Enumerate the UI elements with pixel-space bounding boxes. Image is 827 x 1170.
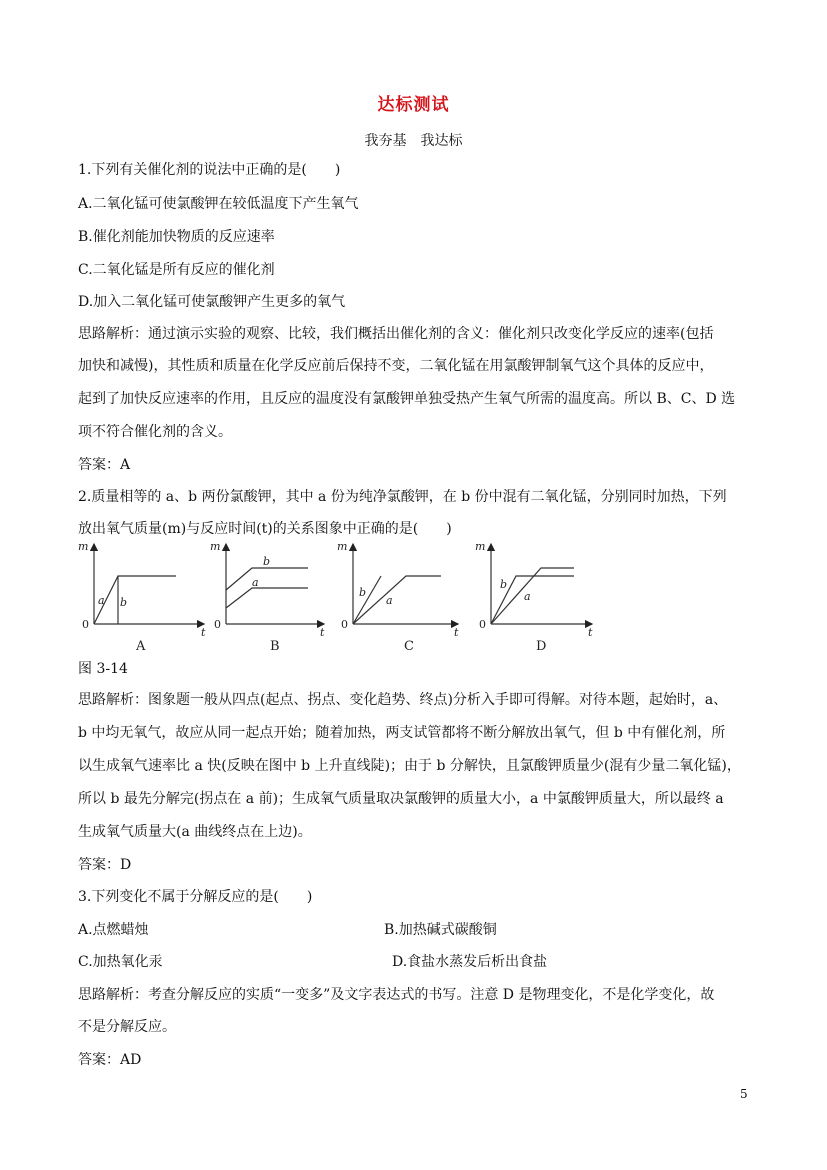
q2-figure-caption: 图 3-14 — [78, 661, 128, 677]
curve-a — [226, 588, 308, 608]
graph-b-origin: 0 — [214, 618, 221, 631]
graph-a-x-label: t — [201, 626, 206, 639]
q1-option-d: D.加入二氧化锰可使氯酸钾产生更多的氧气 — [78, 294, 346, 310]
graph-a-caption: A — [136, 639, 146, 654]
q2-analysis-line: 所以 b 最先分解完(拐点在 a 前)；生成氧气质量取决氯酸钾的质量大小，a 中氯酸钾质量大，所以最终 a — [78, 791, 724, 807]
q2-answer: 答案：D — [78, 857, 132, 873]
q3-option-b: B.加热碱式碳酸铜 — [384, 922, 497, 938]
graph-b-label-a: a — [252, 576, 259, 589]
graph-b-y-label: m — [210, 540, 221, 553]
q2-analysis-line: 生成氧气质量大(a 曲线终点在上边)。 — [78, 824, 312, 840]
graph-c-label-a: a — [386, 594, 393, 607]
graph-c-label-b: b — [359, 586, 367, 599]
curve-a — [94, 576, 176, 624]
curve-b — [353, 576, 381, 624]
q1-analysis-line: 起到了加快反应速率的作用，且反应的温度没有氯酸钾单独受热产生氧气所需的温度高。所以 B、C、D 选 — [78, 391, 736, 407]
graph-d-origin: 0 — [479, 618, 486, 631]
q1-answer: 答案：A — [78, 457, 131, 473]
graph-a-y-label: m — [78, 540, 89, 553]
q2-analysis-line: 思路解析：图象题一般从四点(起点、拐点、变化趋势、终点)分析入手即可得解。对待本题，起始时，a、 — [78, 692, 728, 708]
q1-analysis-line: 思路解析：通过演示实验的观察、比较，我们概括出催化剂的含义：催化剂只改变化学反应的速率(包括 — [78, 326, 714, 342]
q2-analysis-line: b 中均无氧气，故应从同一起点开始；随着加热，两支试管都将不断分解放出氧气，但 b 中有催化剂，所 — [78, 725, 726, 741]
graph-d-label-b: b — [500, 578, 508, 591]
graph-c-y-label: m — [337, 540, 348, 553]
graph-d-y-label: m — [475, 540, 486, 553]
graph-b-caption: B — [270, 639, 280, 654]
graph-c — [353, 544, 458, 624]
q3-stem: 3.下列变化不属于分解反应的是( ) — [78, 889, 313, 905]
graph-b-x-label: t — [320, 626, 325, 639]
q2-stem-line: 放出氧气质量(m)与反应时间(t)的关系图象中正确的是( ) — [78, 521, 452, 537]
page-subtitle: 我夯基 我达标 — [364, 133, 463, 149]
graph-a-label-b: b — [120, 596, 128, 609]
q2-graphs — [76, 538, 606, 656]
q2-analysis-line: 以生成氧气速率比 a 快(反映在图中 b 上升直线陡)；由于 b 分解快，且氯酸钾质量少(混有少量二氧化锰)， — [78, 758, 741, 774]
graph-b-label-b: b — [263, 555, 271, 568]
q3-analysis-line: 思路解析：考查分解反应的实质“一变多”及文字表达式的书写。注意 D 是物理变化，不是化学变化，故 — [78, 987, 715, 1003]
page-number: 5 — [740, 1087, 748, 1101]
curve-a — [353, 576, 441, 624]
graph-d-x-label: t — [588, 626, 593, 639]
graph-a-label-a: a — [98, 594, 105, 607]
graph-b — [226, 544, 324, 624]
q3-option-c: C.加热氧化汞 — [78, 954, 163, 970]
graph-a — [94, 544, 204, 624]
graph-d-label-a: a — [524, 590, 531, 603]
q1-analysis-line: 加快和减慢)，其性质和质量在化学反应前后保持不变，二氧化锰在用氯酸钾制氧气这个具体的反应中， — [78, 358, 714, 374]
q3-analysis-line: 不是分解反应。 — [78, 1019, 176, 1035]
q3-answer: 答案：AD — [78, 1052, 142, 1068]
q2-stem-line: 2.质量相等的 a、b 两份氯酸钾，其中 a 份为纯净氯酸钾，在 b 份中混有二氧化锰，分别同时加热，下列 — [78, 489, 727, 505]
q1-option-a: A.二氧化锰可使氯酸钾在较低温度下产生氧气 — [78, 196, 359, 212]
curve-b — [226, 568, 308, 590]
graph-c-origin: 0 — [341, 618, 348, 631]
q3-option-a: A.点燃蜡烛 — [78, 922, 149, 938]
graph-c-caption: C — [404, 639, 414, 654]
q3-option-d: D.食盐水蒸发后析出食盐 — [392, 954, 548, 970]
graph-c-x-label: t — [454, 626, 459, 639]
q1-option-c: C.二氧化锰是所有反应的催化剂 — [78, 262, 275, 278]
graph-d-caption: D — [536, 639, 547, 654]
q1-stem: 1.下列有关催化剂的说法中正确的是( ) — [78, 162, 341, 178]
q1-analysis-line: 项不符合催化剂的含义。 — [78, 424, 232, 440]
graph-a-origin: 0 — [82, 618, 89, 631]
q1-option-b: B.催化剂能加快物质的反应速率 — [78, 229, 275, 245]
page-title: 达标测试 — [377, 95, 450, 115]
